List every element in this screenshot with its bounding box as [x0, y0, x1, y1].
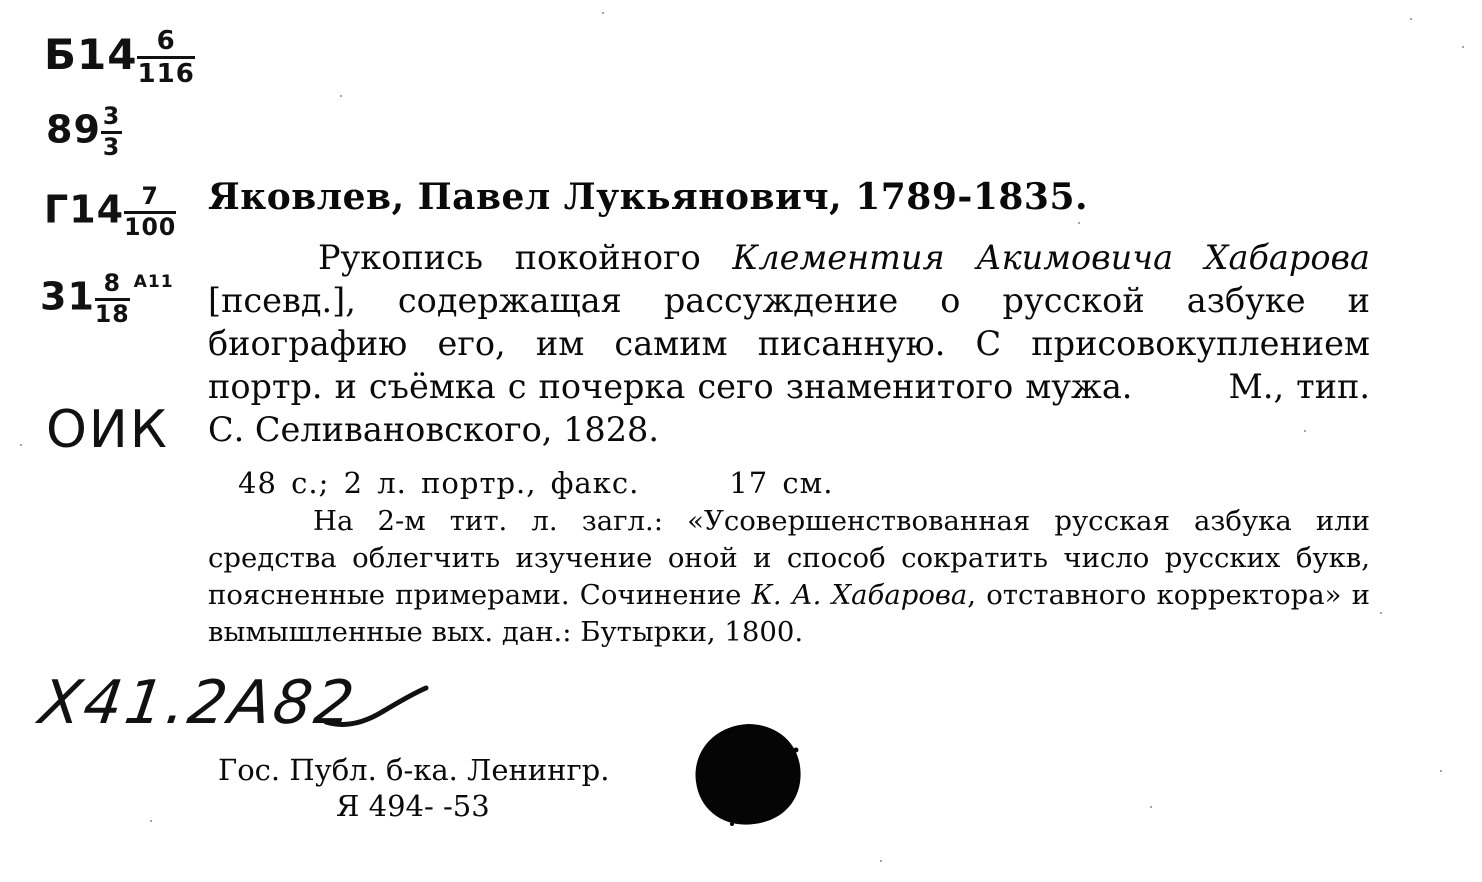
shelf-mark-main: Б14 [44, 30, 138, 80]
bibliographic-note [208, 503, 1370, 651]
note-text: На 2-м тит. л. загл.: «Усовершенствованная русская азбука или средства облегчить изучение оной и способ сократить число русских букв, поясненные примерами. Сочинение [208, 505, 1370, 611]
fraction-numerator: 3 [101, 105, 122, 134]
title-continuation: [псевд.], содержащая рассуждение о русской азбуке и биографию его, им самим писанную. С присовокуплением портр. и съёмка с почерка сего знаменитого мужа. [208, 281, 1370, 406]
shelf-mark-2 [46, 102, 122, 161]
library-stamp [692, 720, 804, 828]
author-heading: Яковлев, Павел Лукьянович, 1789-1835. [208, 176, 1089, 218]
shelf-mark-1 [44, 26, 195, 90]
shelf-mark-main: 89 [46, 107, 101, 152]
collation-size: 17 см. [729, 466, 834, 500]
shelf-mark-superscript: A11 [133, 272, 174, 292]
shelf-mark-3 [44, 182, 177, 241]
collation [238, 466, 1400, 500]
shelf-mark-fraction [137, 26, 195, 90]
classification-mark: Х41.2А82 [35, 668, 362, 738]
fraction-denominator: 116 [137, 59, 195, 90]
note-author: К. А. Хабарова [751, 579, 968, 611]
shelf-mark-main: ОИК [46, 400, 169, 460]
shelf-mark-fraction [101, 102, 122, 161]
fraction-denominator: 3 [102, 132, 121, 161]
shelf-mark-fraction [94, 269, 130, 328]
library-name: Гос. Публ. б-ка. Ленингр. [218, 753, 610, 787]
library-imprint [218, 752, 609, 824]
fraction-numerator: 7 [124, 185, 176, 214]
imprint: М., тип. С. Селивановского, 1828. [208, 367, 1370, 449]
fraction-numerator: 6 [137, 28, 194, 59]
shelf-mark-4 [40, 269, 174, 328]
title-text: Рукопись покойного [318, 238, 733, 277]
pseudonym: Клементия Акимовича Хабарова [732, 238, 1370, 277]
shelf-mark-main: Г14 [44, 187, 125, 232]
classification-flourish [322, 682, 432, 732]
shelf-mark-main: 31 [40, 274, 95, 319]
shelf-mark-5 [46, 400, 169, 460]
fraction-denominator: 100 [124, 212, 177, 241]
fraction-numerator: 8 [95, 272, 130, 301]
card-number: Я 494- -53 [336, 789, 490, 823]
title-statement [208, 236, 1370, 451]
fraction-denominator: 18 [94, 299, 130, 328]
collation-pages: 48 с.; 2 л. портр., факс. [238, 466, 640, 500]
note-text-end: , отставного корректора» и вымышленные вых. дан.: Бутырки, 1800. [208, 579, 1371, 648]
shelf-mark-fraction [124, 182, 177, 241]
